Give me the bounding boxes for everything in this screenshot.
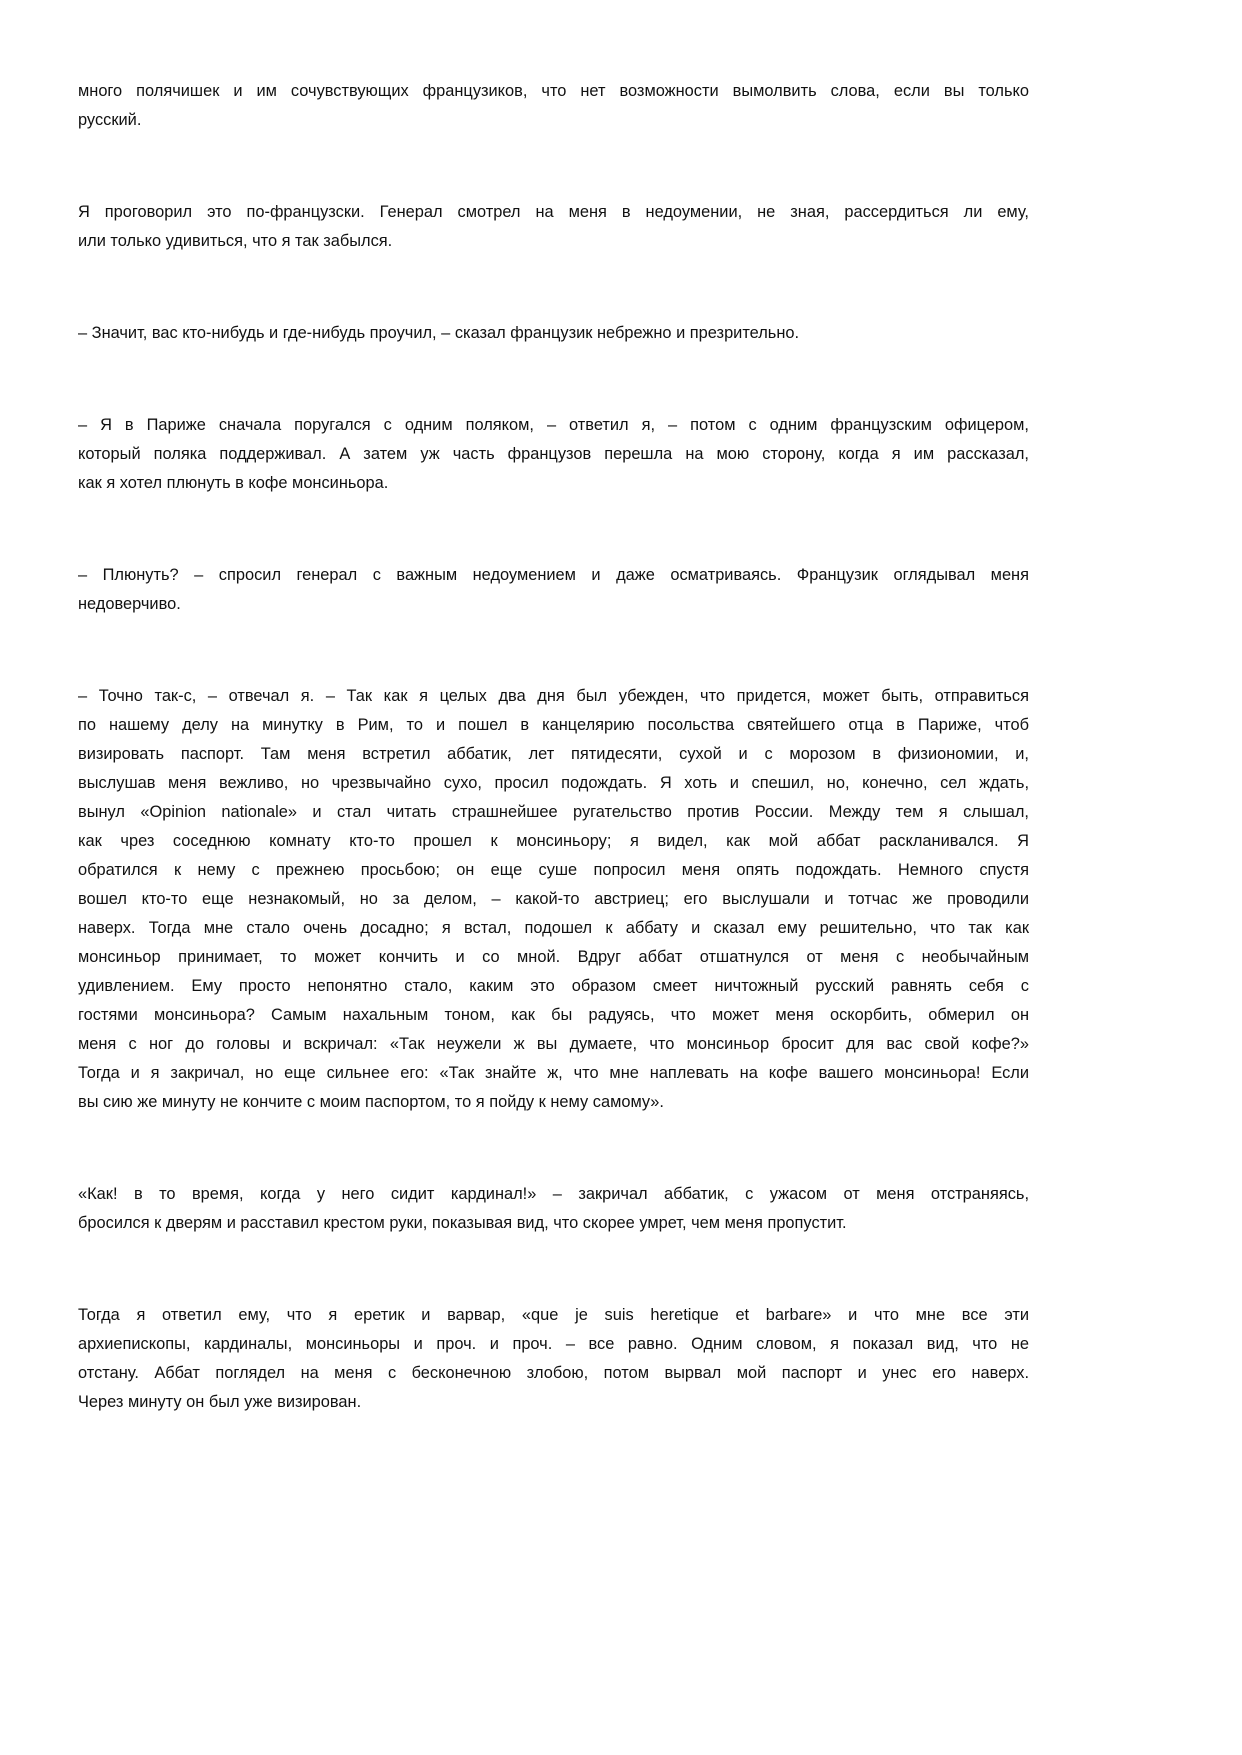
paragraph	[78, 1180, 1029, 1238]
text-line: бросился к дверям и расставил крестом руки, показывая вид, что скорее умрет, чем меня пропустит.	[78, 1214, 847, 1232]
text-line: – Точно так-с, – отвечал я. – Так как я целых два дня был убежден, что придется, может быть, отправиться	[78, 687, 1029, 705]
text-line: отстану. Аббат поглядел на меня с бесконечною злобою, потом вырвал мой паспорт и унес его наверх.	[78, 1364, 1029, 1382]
paragraph	[78, 77, 1029, 135]
text-line: который поляка поддерживал. А затем уж часть французов перешла на мою сторону, когда я им рассказал,	[78, 445, 1029, 463]
text-line: Тогда я ответил ему, что я еретик и варвар, «que je suis heretique et barbare» и что мне все эти	[78, 1306, 1029, 1324]
text-line: или только удивиться, что я так забылся.	[78, 232, 393, 250]
text-line: наверх. Тогда мне стало очень досадно; я встал, подошел к аббату и сказал ему решительно, что так как	[78, 919, 1029, 937]
text-line: недоверчиво.	[78, 595, 181, 613]
text-line: – Плюнуть? – спросил генерал с важным недоумением и даже осматриваясь. Французик оглядывал меня	[78, 566, 1029, 584]
text-line: Через минуту он был уже визирован.	[78, 1393, 362, 1411]
paragraph	[78, 319, 1029, 348]
document-page	[78, 77, 1029, 1480]
text-line: обратился к нему с прежнею просьбою; он еще суше попросил меня опять подождать. Немного спустя	[78, 861, 1029, 879]
text-line: Я проговорил это по-французски. Генерал смотрел на меня в недоумении, не зная, рассердиться ли ему,	[78, 203, 1029, 221]
text-line: Тогда и я закричал, но еще сильнее его: «Так знайте ж, что мне наплевать на кофе вашего монсиньора! Если	[78, 1064, 1029, 1082]
text-line: вошел кто-то еще незнакомый, но за делом, – какой-то австриец; его выслушали и тотчас же проводили	[78, 890, 1029, 908]
paragraph	[78, 198, 1029, 256]
paragraph	[78, 411, 1029, 498]
text-line: гостями монсиньора? Самым нахальным тоном, как бы радуясь, что может меня оскорбить, обмерил он	[78, 1006, 1029, 1024]
text-line: меня с ног до головы и вскричал: «Так неужели ж вы думаете, что монсиньор бросит для вас свой кофе?»	[78, 1035, 1029, 1053]
text-line: по нашему делу на минутку в Рим, то и пошел в канцелярию посольства святейшего отца в Париже, чтоб	[78, 716, 1029, 734]
text-line: как чрез соседнюю комнату кто-то прошел к монсиньору; я видел, как мой аббат раскланивался. Я	[78, 832, 1029, 850]
text-line: – Я в Париже сначала поругался с одним поляком, – ответил я, – потом с одним французским офицером,	[78, 416, 1029, 434]
text-line: удивлением. Ему просто непонятно стало, каким это образом смеет ничтожный русский равнять себя с	[78, 977, 1029, 995]
text-line: вы сию же минуту не кончите с моим паспортом, то я пойду к нему самому».	[78, 1093, 664, 1111]
text-line: визировать паспорт. Там меня встретил аббатик, лет пятидесяти, сухой и с морозом в физиономии, и,	[78, 745, 1029, 763]
paragraph	[78, 561, 1029, 619]
text-line: выслушав меня вежливо, но чрезвычайно сухо, просил подождать. Я хоть и спешил, но, конечно, сел ждать,	[78, 774, 1029, 792]
text-line: как я хотел плюнуть в кофе монсиньора.	[78, 474, 389, 492]
text-line: вынул «Opinion nationale» и стал читать страшнейшее ругательство против России. Между тем я слышал,	[78, 803, 1029, 821]
text-line: много полячишек и им сочувствующих французиков, что нет возможности вымолвить слова, если вы только	[78, 82, 1029, 100]
text-line: монсиньор принимает, то может кончить и со мной. Вдруг аббат отшатнулся от меня с необычайным	[78, 948, 1029, 966]
text-line: «Как! в то время, когда у него сидит кардинал!» – закричал аббатик, с ужасом от меня отстраняясь,	[78, 1185, 1029, 1203]
paragraph	[78, 1301, 1029, 1417]
text-line: – Значит, вас кто-нибудь и где-нибудь проучил, – сказал французик небрежно и презрительно.	[78, 324, 800, 342]
text-line: русский.	[78, 111, 142, 129]
text-line: архиепископы, кардиналы, монсиньоры и проч. и проч. – все равно. Одним словом, я показал вид, что не	[78, 1335, 1029, 1353]
paragraph	[78, 682, 1029, 1117]
